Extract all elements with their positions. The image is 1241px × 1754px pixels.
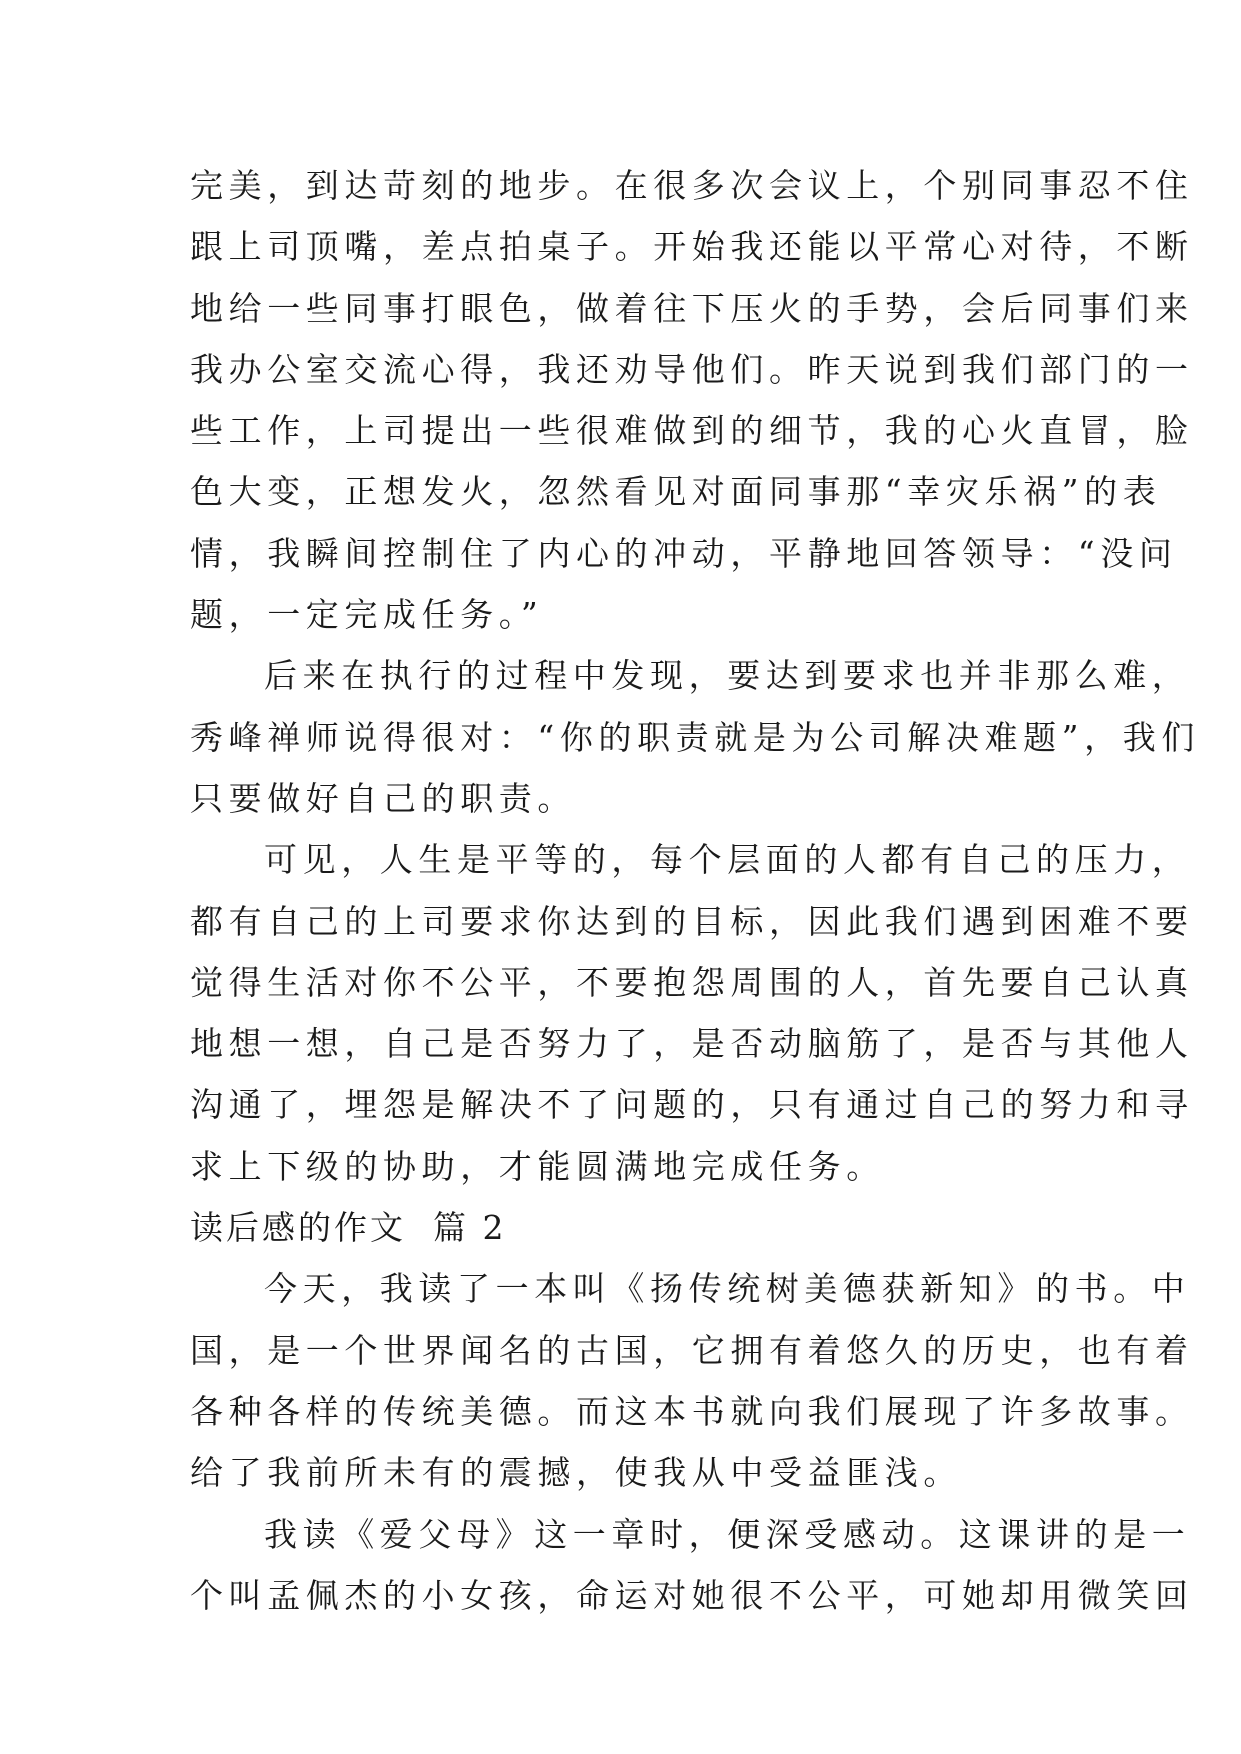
text-line: 都有自己的上司要求你达到的目标，因此我们遇到困难不要 [190, 901, 1194, 941]
text-line: 只要做好自己的职责。 [190, 778, 576, 818]
text-line: 求上下级的协助，才能圆满地完成任务。 [190, 1146, 885, 1186]
paragraph-start-line: 可见，人生是平等的，每个层面的人都有自己的压力， [264, 840, 1191, 880]
text-line: 沟通了，埋怨是解决不了问题的，只有通过自己的努力和寻 [190, 1085, 1194, 1125]
text-line: 些工作，上司提出一些很难做到的细节，我的心火直冒，脸 [190, 411, 1194, 451]
paragraph-start-line: 我读《爱父母》这一章时，便深受感动。这课讲的是一 [264, 1514, 1191, 1554]
text-line: 色大变，正想发火，忽然看见对面同事那“幸灾乐祸”的表 [190, 472, 1162, 512]
text-line: 各种各样的传统美德。而这本书就向我们展现了许多故事。 [190, 1391, 1194, 1431]
text-line: 觉得生活对你不公平，不要抱怨周围的人，首先要自己认真 [190, 962, 1194, 1002]
section-heading: 读后感的作文 篇 2 [190, 1208, 507, 1248]
text-line: 题，一定完成任务。” [190, 595, 544, 635]
text-line: 我办公室交流心得，我还劝导他们。昨天说到我们部门的一 [190, 349, 1194, 389]
text-line: 给了我前所未有的震撼，使我从中受益匪浅。 [190, 1453, 962, 1493]
document-body [190, 155, 1200, 1626]
paragraph-start-line: 今天，我读了一本叫《扬传统树美德获新知》的书。中 [264, 1269, 1191, 1309]
text-line: 个叫孟佩杰的小女孩，命运对她很不公平，可她却用微笑回 [190, 1575, 1194, 1615]
paragraph-start-line: 后来在执行的过程中发现，要达到要求也并非那么难， [264, 656, 1191, 696]
text-line: 国，是一个世界闻名的古国，它拥有着悠久的历史，也有着 [190, 1330, 1194, 1370]
text-line: 完美，到达苛刻的地步。在很多次会议上，个别同事忍不住 [190, 166, 1194, 205]
text-line: 情，我瞬间控制住了内心的冲动，平静地回答领导：“没问 [190, 533, 1178, 573]
text-line: 地给一些同事打眼色，做着往下压火的手势，会后同事们来 [190, 288, 1194, 328]
text-line: 跟上司顶嘴，差点拍桌子。开始我还能以平常心对待，不断 [190, 227, 1194, 267]
text-line: 地想一想，自己是否努力了，是否动脑筋了，是否与其他人 [190, 1024, 1194, 1064]
text-line: 秀峰禅师说得很对：“你的职责就是为公司解决难题”，我们 [190, 717, 1200, 757]
